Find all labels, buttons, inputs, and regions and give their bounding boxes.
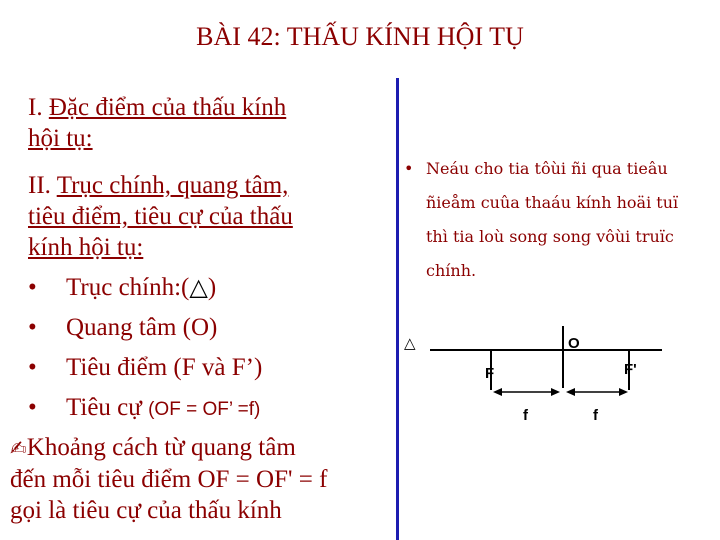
lens-diagram <box>400 320 720 430</box>
bullet-axis <box>28 272 216 303</box>
pencil-icon: ✍ <box>10 436 27 460</box>
focus-right-label: F' <box>624 361 637 378</box>
focus-left-label: F <box>485 365 495 382</box>
arrowhead-right-start <box>566 388 575 396</box>
section-2-number: II. <box>28 172 57 199</box>
bullet-marker: • <box>28 274 37 301</box>
side-note-line3: thì tia loù song song vôùi truïc <box>426 227 674 246</box>
arrowhead-right-end <box>619 388 628 396</box>
focal-left-label: f <box>523 407 528 424</box>
side-note-line1: Neáu cho tia tôùi ñi qua tieâu <box>426 159 668 178</box>
bullet-center-text: Quang tâm (O) <box>66 314 218 341</box>
column-divider <box>396 78 399 540</box>
section-2-title-line2: tiêu điểm, tiêu cự của thấu <box>28 203 293 230</box>
side-note <box>426 152 718 288</box>
focal-right-label: f <box>593 407 598 424</box>
side-note-marker: • <box>404 159 414 178</box>
section-2-title-line1: Trục chính, quang tâm, <box>56 172 289 199</box>
bullet-focus-text: Tiêu điểm (F và F’) <box>66 354 263 381</box>
bullet-focal-formula: (OF = OF’ =f) <box>148 399 261 420</box>
note-line3: gọi là tiêu cự của thấu kính <box>10 497 282 524</box>
bullet-marker: • <box>28 314 37 341</box>
definition-note <box>10 432 395 526</box>
arrowhead-left-start <box>493 388 502 396</box>
bullet-axis-suffix: ) <box>207 274 217 301</box>
bullet-focal-text: Tiêu cự <box>66 394 149 421</box>
section-2-heading <box>28 170 388 263</box>
axis-symbol: △ <box>404 334 416 352</box>
bullet-marker: • <box>28 394 37 421</box>
bullet-marker: • <box>28 354 37 381</box>
bullet-focal-length <box>28 392 260 425</box>
bullet-axis-text: Trục chính:( <box>66 274 190 301</box>
section-1-number: I. <box>28 94 49 121</box>
bullet-focus <box>28 352 262 383</box>
bullet-center <box>28 312 217 343</box>
note-line2: đến mỗi tiêu điểm OF = OF' = f <box>10 466 328 493</box>
center-label: O <box>568 335 580 352</box>
note-line1: Khoảng cách từ quang tâm <box>26 434 296 461</box>
section-1-title-line1: Đặc điểm của thấu kính <box>48 94 287 121</box>
side-note-line2: ñieåm cuûa thaáu kính hoäi tuï <box>426 193 679 212</box>
section-1-title-line2: hội tụ: <box>28 125 93 152</box>
section-2-title-line3: kính hội tụ: <box>28 234 144 261</box>
side-note-line4: chính. <box>426 261 477 280</box>
page-title: BÀI 42: THẤU KÍNH HỘI TỤ <box>196 22 524 51</box>
section-1-heading <box>28 92 388 154</box>
arrowhead-left-end <box>551 388 560 396</box>
triangle-icon: △ <box>189 273 208 301</box>
